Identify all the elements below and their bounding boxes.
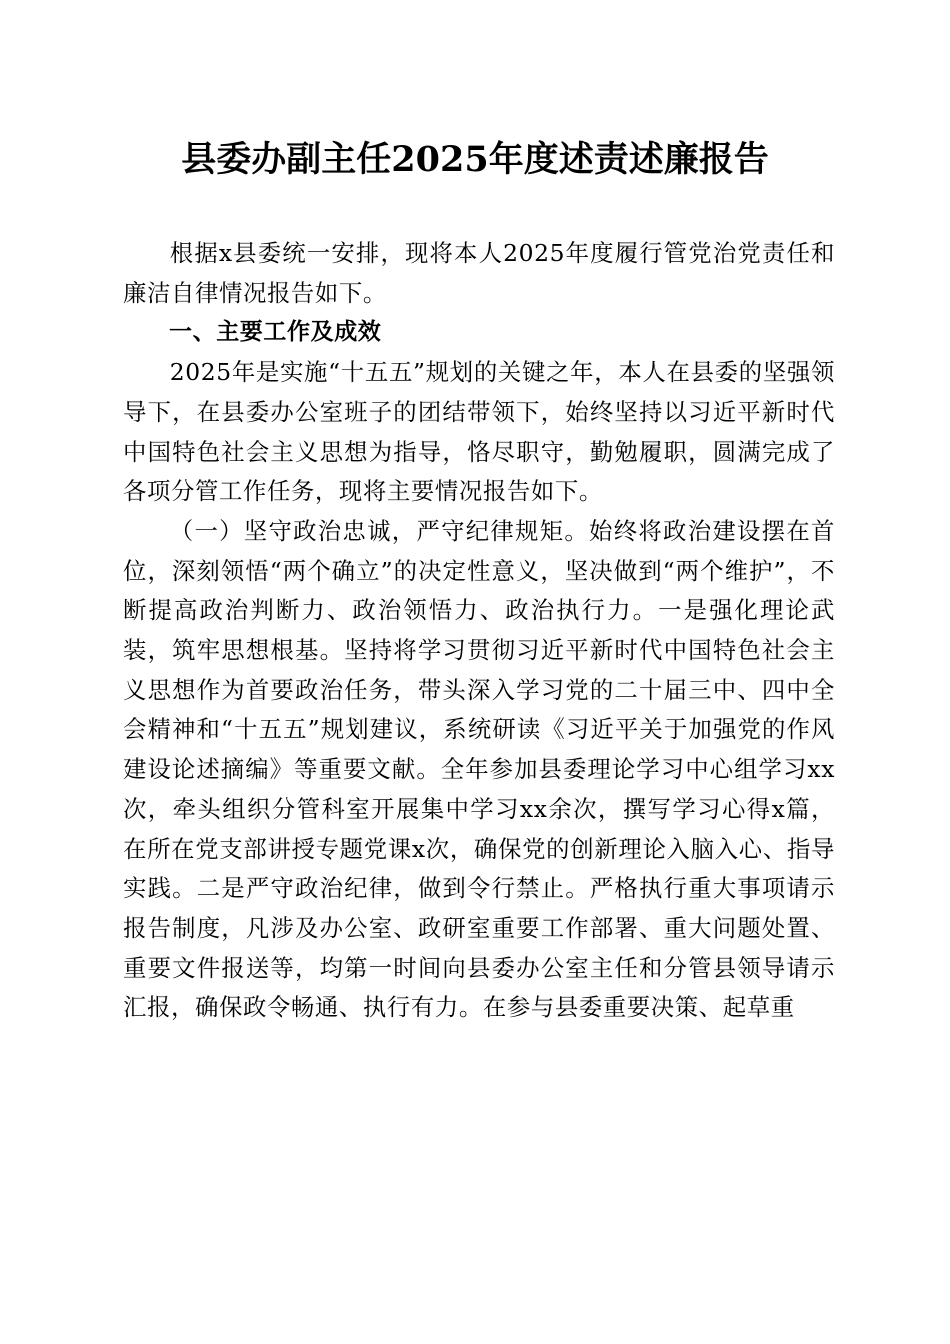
intro-paragraph: 根据x县委统一安排，现将本人2025年度履行管党治党责任和廉洁自律情况报告如下。 [123,239,835,307]
subsection-paragraph: （一）坚守政治忠诚，严守纪律规矩。始终将政治建设摆在首位，深刻领悟“两个确立”的决定性意义，坚决做到“两个维护”，不断提高政治判断力、政治领悟力、政治执行力。一是强化理论武装，筑牢思想根基。坚持将学习贯彻习近平新时代中国特色社会主义思想作为首要政治任务，带头深入学习党的二十届三中、四中全会精神和“十五五”规划建议，系统研读《习近平关于加强党的作风建设论述摘编》等重要文献。全年参加县委理论学习中心组学习xx次，牵头组织分管科室开展集中学习xx余次，撰写学习心得x篇，在所在党支部讲授专题党课x次，确保党的创新理论入脑入心、指导实践。二是严守政治纪律，做到令行禁止。严格执行重大事项请示报告制度，凡涉及办公室、政研室重要工作部署、重大问题处置、重要文件报送等，均第一时间向县委办公室主任和分管县领导请示汇报，确保政令畅通、执行有力。在参与县委重要决策、起草重 [123,516,835,1022]
document-body [123,234,835,1028]
overview-paragraph: 2025年是实施“十五五”规划的关键之年，本人在县委的坚强领导下，在县委办公室班子的团结带领下，始终坚持以习近平新时代中国特色社会主义思想为指导，恪尽职守，勤勉履职，圆满完成了各项分管工作任务，现将主要情况报告如下。 [123,358,835,506]
document-title: 县委办副主任2025年度述责述廉报告 [181,139,769,180]
section-heading: 一、主要工作及成效 [169,319,382,346]
